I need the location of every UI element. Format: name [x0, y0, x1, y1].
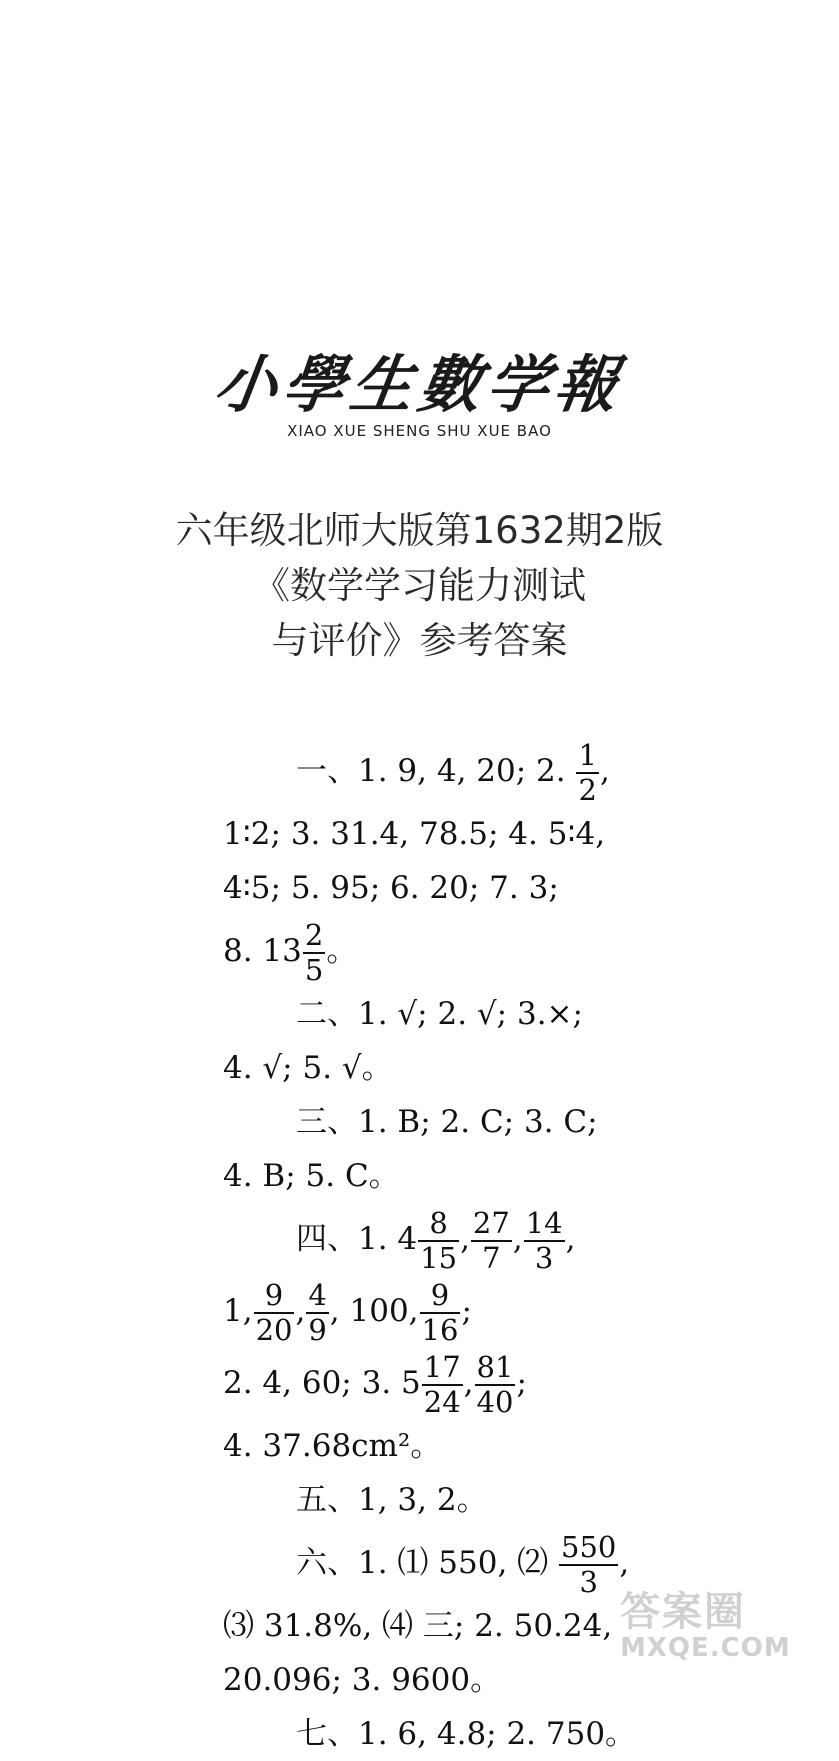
- answer-text: 六、1. ⑴ 550, ⑵: [296, 1545, 559, 1581]
- fraction: [303, 917, 325, 987]
- answer-line-13: 五、1, 3, 2。: [296, 1482, 488, 1518]
- watermark: [620, 1590, 820, 1665]
- fraction-numerator: 1: [578, 737, 597, 772]
- answer-line-4: [223, 915, 643, 987]
- answer-line-16: 20.096; 3. 9600。: [223, 1662, 502, 1698]
- watermark-logo: 答案圈: [620, 1589, 746, 1635]
- fraction: [524, 1205, 565, 1275]
- answer-line-10: [223, 1275, 643, 1347]
- answer-list: [223, 735, 643, 1761]
- logo-pinyin: XIAO XUE SHENG SHU XUE BAO: [287, 422, 552, 440]
- fraction-numerator: 27: [472, 1205, 510, 1240]
- fraction-denominator: 40: [476, 1384, 514, 1419]
- fraction-numerator: 9: [254, 1281, 295, 1314]
- fraction-denominator: 16: [421, 1312, 459, 1347]
- answer-line-7: 三、1. B; 2. C; 3. C;: [296, 1104, 598, 1140]
- fraction-numerator: 81: [476, 1349, 514, 1384]
- fraction-denominator: 5: [304, 952, 324, 987]
- fraction-denominator: 2: [578, 772, 597, 807]
- answer-text: ,: [599, 753, 610, 789]
- page-title: [0, 503, 839, 668]
- answer-text: ,: [619, 1545, 630, 1581]
- fraction-numerator: 17: [423, 1349, 461, 1384]
- answer-line-11: [223, 1347, 643, 1419]
- fraction-numerator: 4: [308, 1277, 327, 1312]
- answer-text: ,: [565, 1221, 576, 1257]
- answer-line-1: [223, 735, 643, 807]
- answer-text: 2. 4, 60; 3. 5: [223, 1365, 421, 1401]
- answer-line-12: 4. 37.68cm²。: [223, 1428, 442, 1464]
- fraction-denominator: 20: [255, 1312, 293, 1347]
- answer-line-2: 1∶2; 3. 31.4, 78.5; 4. 5∶4,: [223, 816, 606, 852]
- fraction: [422, 1349, 463, 1419]
- answer-text: ;: [461, 1293, 472, 1329]
- fraction-denominator: 9: [308, 1312, 327, 1347]
- fraction-numerator: 8: [418, 1209, 459, 1242]
- fraction: [306, 1277, 328, 1347]
- answer-line-14: [223, 1527, 643, 1599]
- watermark-url: MXQE.COM: [620, 1633, 791, 1663]
- fraction-denominator: 7: [482, 1240, 501, 1275]
- answer-text: 。: [326, 933, 358, 969]
- fraction: [576, 737, 598, 807]
- title-line-2: 《数学学习能力测试: [253, 564, 586, 607]
- masthead: [0, 350, 839, 440]
- answer-text: , 100,: [329, 1293, 419, 1329]
- fraction: [559, 1529, 618, 1599]
- answer-line-15: ⑶ 31.8%, ⑷ 三; 2. 50.24,: [223, 1608, 613, 1644]
- answer-text: 一、1. 9, 4, 20; 2.: [296, 753, 576, 789]
- answer-text: ,: [463, 1365, 474, 1401]
- answer-text: ,: [512, 1221, 523, 1257]
- answer-line-3: 4∶5; 5. 95; 6. 20; 7. 3;: [223, 870, 559, 906]
- newspaper-logo: 小學生數学報: [210, 348, 629, 421]
- answer-text: 四、1. 4: [296, 1221, 418, 1257]
- answer-text: 1,: [223, 1293, 253, 1329]
- title-line-1: 六年级北师大版第1632期2版: [175, 509, 664, 552]
- fraction-numerator: 550: [561, 1529, 617, 1564]
- fraction: [475, 1349, 516, 1419]
- fraction: [418, 1205, 459, 1275]
- answer-line-6: 4. √; 5. √。: [223, 1050, 393, 1086]
- answer-line-9: [223, 1203, 643, 1275]
- fraction-denominator: 15: [420, 1240, 458, 1275]
- answer-line-17: 七、1. 6, 4.8; 2. 750。: [296, 1716, 637, 1752]
- answer-line-5: 二、1. √; 2. √; 3.×;: [296, 996, 583, 1032]
- fraction-numerator: 9: [420, 1281, 461, 1314]
- fraction-numerator: 14: [525, 1205, 563, 1240]
- fraction: [471, 1205, 512, 1275]
- fraction-denominator: 24: [423, 1384, 461, 1419]
- answer-text: 8. 13: [223, 933, 302, 969]
- fraction: [420, 1277, 461, 1347]
- answer-text: ,: [460, 1221, 470, 1257]
- fraction-numerator: 2: [304, 917, 324, 952]
- answer-line-8: 4. B; 5. C。: [223, 1158, 400, 1194]
- fraction: [254, 1277, 295, 1347]
- answer-text: ;: [516, 1365, 527, 1401]
- fraction-denominator: 3: [534, 1240, 554, 1275]
- answer-text: ,: [295, 1293, 306, 1329]
- fraction-denominator: 3: [579, 1564, 598, 1599]
- title-line-3: 与评价》参考答案: [271, 619, 568, 662]
